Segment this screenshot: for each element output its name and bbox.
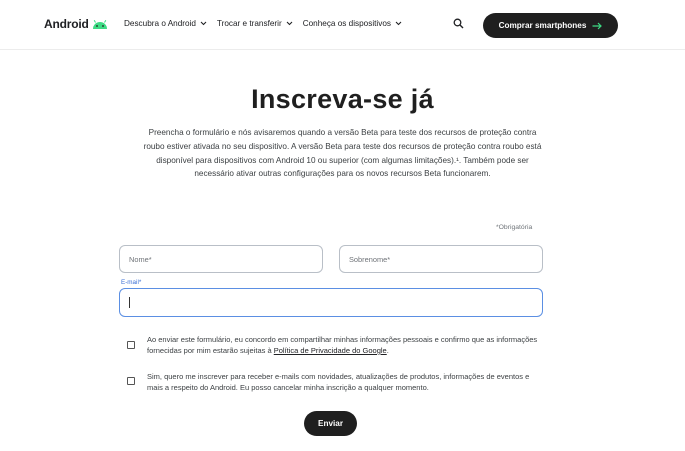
cta-label: Comprar smartphones (498, 21, 587, 30)
privacy-consent-text (147, 334, 547, 356)
required-note: *Obrigatória (496, 224, 533, 231)
last-name-placeholder: Sobrenome* (349, 254, 391, 264)
newsletter-checkbox[interactable] (127, 377, 135, 385)
last-name-field[interactable] (339, 245, 543, 273)
consent1-end: . (386, 346, 389, 355)
privacy-consent-checkbox[interactable] (127, 341, 135, 349)
nav-item-descubra[interactable] (124, 19, 207, 28)
submit-button[interactable]: Enviar (304, 411, 357, 436)
nav-item-trocar[interactable] (217, 19, 293, 28)
main-nav (124, 19, 402, 28)
privacy-policy-link[interactable]: Política de Privacidade do Google (273, 346, 387, 355)
arrow-right-icon (592, 22, 602, 30)
android-bot-icon (92, 19, 108, 29)
newsletter-consent-text: Sim, quero me inscrever para receber e-mails com novidades, atualizações de produtos, informações de eventos e mais a respeito do Android. Eu posso cancelar minha inscrição a qualquer momento. (147, 372, 530, 392)
nav-item-dispositivos[interactable] (303, 19, 402, 28)
site-header (0, 0, 685, 50)
logo-text: Android (44, 17, 89, 31)
nav-item-label: Descubra o Android (124, 19, 196, 28)
first-name-placeholder: Nome* (129, 254, 152, 264)
chevron-down-icon (395, 21, 402, 26)
first-name-field[interactable] (119, 245, 323, 273)
buy-smartphones-button[interactable] (483, 13, 618, 38)
chevron-down-icon (286, 21, 293, 26)
chevron-down-icon (200, 21, 207, 26)
consent1-text: Ao enviar este formulário, eu concordo em compartilhar minhas informações pessoais e confirmo que as informações fornecidas por mim estarão sujeitas à (147, 335, 538, 355)
text-cursor (129, 297, 130, 308)
page-title: Inscreva-se já (251, 84, 434, 114)
email-field[interactable] (119, 288, 543, 317)
nav-item-label: Conheça os dispositivos (302, 19, 391, 28)
nav-item-label: Trocar e transferir (216, 19, 282, 28)
android-logo[interactable] (44, 17, 108, 31)
email-label: E-mail* (121, 279, 142, 286)
intro-text: Preencha o formulário e nós avisaremos quando a versão Beta para teste dos recursos de proteção contra roubo estiver ativada no seu dispositivo. A versão Beta para teste dos recursos de proteção contra roubo está disponível para dispositivos com Android 10 ou superior (com algumas limitações).¹. Também pode ser necessário ativar outras configurações para os novos recursos Beta funcionarem. (143, 128, 542, 179)
search-icon[interactable] (453, 18, 464, 29)
